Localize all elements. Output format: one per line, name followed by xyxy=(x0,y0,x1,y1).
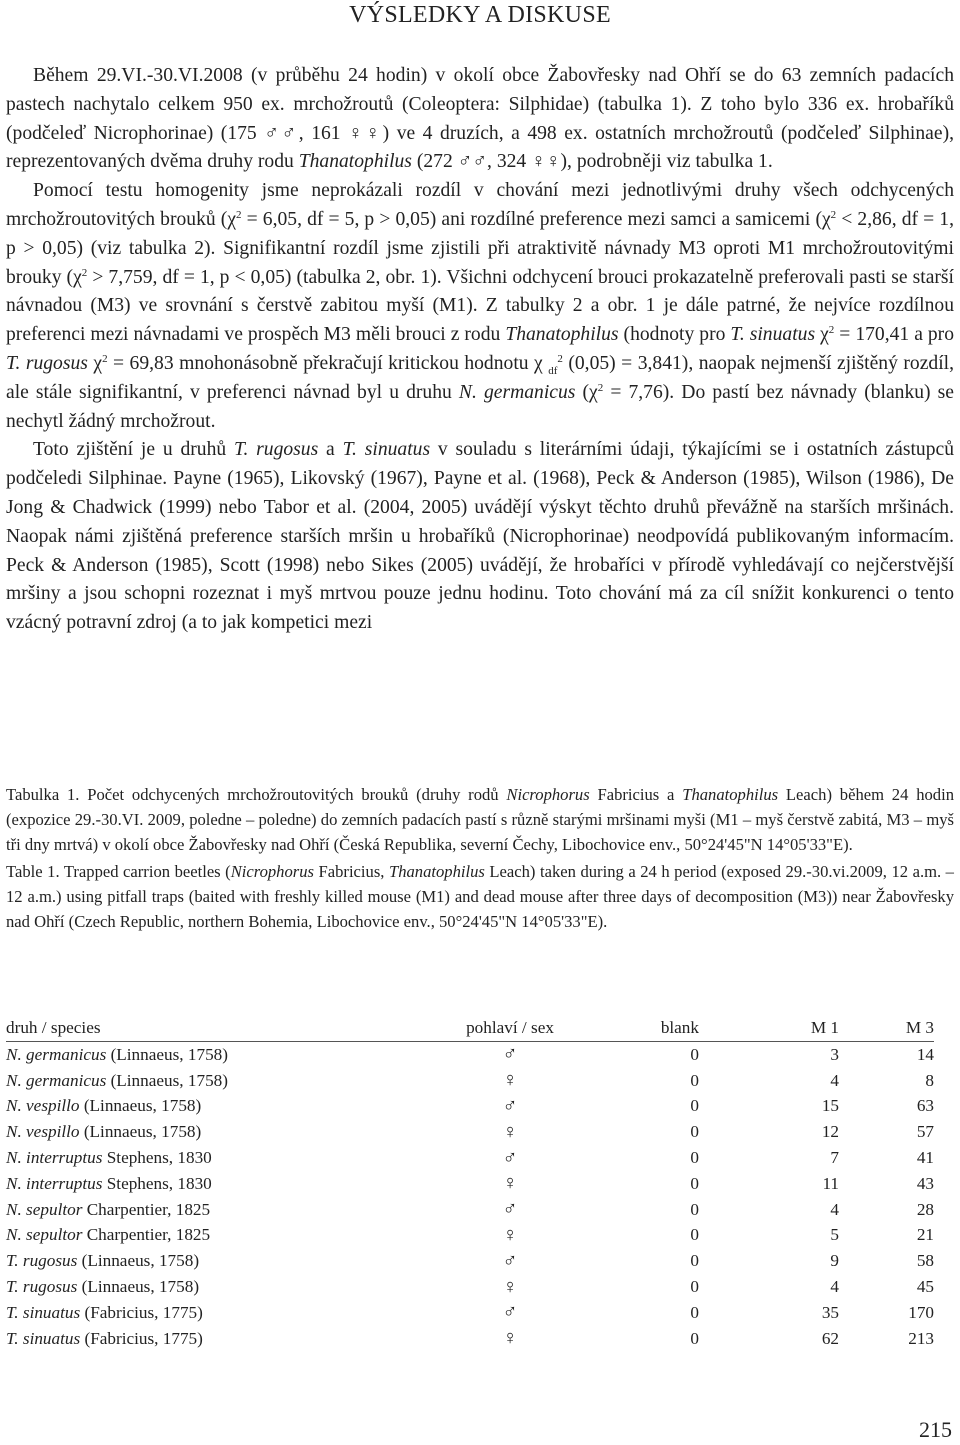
species-table xyxy=(6,1015,934,1352)
paragraph-1 xyxy=(6,62,954,177)
caption-cz-genus-2: Thanatophilus xyxy=(682,785,779,804)
header-species: druh / species xyxy=(6,1018,101,1037)
p1-text-b: (272 ♂♂, 324 ♀♀), podrobněji viz tabulka 1. xyxy=(411,151,773,173)
sex-cell: ♀ xyxy=(502,1120,518,1143)
p2-text-b: = 6,05, df = 5, p > 0,05) ani rozdílné preference mezi samci a samicemi (χ xyxy=(241,208,831,230)
m1-cell: 4 xyxy=(830,1199,839,1219)
p1-genus: Thanatophilus xyxy=(298,151,412,173)
sex-cell: ♀ xyxy=(502,1069,518,1092)
species-name: N. sepultor xyxy=(6,1199,83,1219)
p2-text-k: (χ xyxy=(575,381,598,403)
caption-cz-c: Leach) během 24 hodin (expozice 29.-30.VI. 2009, poledne – poledne) do zemních padacích pastí s různě starými mršinami myši (M1 – myš čerstvě zabitá, M3 – myš tři dny mrtvá) v okolí obce Žabovřesky nad Ohří (Česká Republika, severní Čechy, Libochovice env., 50°24'45"N 14°05'33"E). xyxy=(6,785,954,854)
species-author: (Linnaeus, 1758) xyxy=(106,1070,228,1090)
m3-cell: 43 xyxy=(916,1173,934,1193)
species-author: Charpentier, 1825 xyxy=(82,1225,211,1245)
table-row xyxy=(6,1042,934,1068)
m1-cell: 11 xyxy=(822,1173,839,1193)
blank-cell: 0 xyxy=(690,1251,699,1271)
p2-species-3: N. germanicus xyxy=(458,381,576,403)
p2-text-i: = 69,83 mnohonásobně překračují kritickou hodnotu χ xyxy=(107,352,549,374)
species-name: N. vespillo xyxy=(6,1122,80,1142)
species-cell xyxy=(6,1145,441,1171)
p2-text-g: = 170,41 a pro xyxy=(834,324,955,346)
species-name: N. interruptus xyxy=(6,1148,103,1168)
m1-cell: 4 xyxy=(830,1277,839,1297)
species-author: (Linnaeus, 1758) xyxy=(106,1044,228,1064)
p2-text-c: < 2,86, df = 1, p > 0,05) (viz tabulka 2). Signifikantní rozdíl jsme zjistili při atraktivitě návnady M3 oproti M1 mrchožroutovitými brouky (χ xyxy=(6,208,954,288)
species-cell xyxy=(6,1171,441,1197)
p2-text-j: (0,05) = 3,841), naopak nejmenší zjištěný rozdíl, ale stále signifikantní, v preferenci návnad byl u druhu xyxy=(6,352,954,403)
caption-cz-genus-1: Nicrophorus xyxy=(506,785,590,804)
species-author: (Linnaeus, 1758) xyxy=(77,1277,200,1297)
species-name: N. vespillo xyxy=(6,1096,80,1116)
sex-cell: ♀ xyxy=(502,1327,518,1350)
blank-cell: 0 xyxy=(690,1199,699,1219)
species-name: N. germanicus xyxy=(6,1044,107,1064)
p2-species-2: T. rugosus xyxy=(6,352,88,374)
species-author: Stephens, 1830 xyxy=(102,1148,212,1168)
species-name: N. germanicus xyxy=(6,1070,107,1090)
table-body xyxy=(6,1042,934,1352)
blank-cell: 0 xyxy=(690,1148,699,1168)
species-cell xyxy=(6,1119,441,1145)
m1-cell: 35 xyxy=(821,1302,839,1322)
species-cell xyxy=(6,1223,441,1249)
m1-cell: 5 xyxy=(830,1225,839,1245)
species-cell xyxy=(6,1094,441,1120)
species-name: T. sinuatus xyxy=(6,1328,81,1348)
header-m1: M 1 xyxy=(810,1018,839,1037)
table-header-row xyxy=(6,1015,934,1042)
p2-text-d: > 7,759, df = 1, p < 0,05) (tabulka 2, obr. 1). Všichni odchycení brouci prokazatelně preferovali pasti se starší návnadou (M3) ve srovnání s čerstvě zabitou myší (M1). Z tabulky 2 a obr. 1 je dále patrné, že nejvíce rozdílnou preferenci mezi návnadami ve prospěch M3 měli brouci z rodu xyxy=(6,266,954,346)
species-author: (Fabricius, 1775) xyxy=(80,1328,203,1348)
table-caption xyxy=(6,783,954,938)
species-cell xyxy=(6,1068,441,1094)
blank-cell: 0 xyxy=(690,1328,699,1348)
m1-cell: 9 xyxy=(830,1251,839,1271)
species-name: T. rugosus xyxy=(6,1251,78,1271)
df-sub: df xyxy=(548,364,558,377)
table-row xyxy=(6,1094,934,1120)
m3-cell: 14 xyxy=(916,1044,934,1064)
table-row xyxy=(6,1326,934,1352)
p3-text-b: a xyxy=(318,439,343,461)
p3-text-c: v souladu s literárními údaji, týkajícími se i ostatních zástupců podčeledi Silphinae. Payne (1965), Likovský (1967), Payne et al. (1968), Peck & Anderson (1985), Wilson (1986), De Jong & Chadwick (1999) nebo Tabor et al. (2004, 2005) uvádějí výskyt těchto druhů převážně na starších mršinách. Naopak námi zjištěná preference starších mršin u hrobaříků (Nicrophorinae) neodpovídá publikovaným informacím. Peck & Anderson (1985), Scott (1998) nebo Sikes (2005) uvádějí, že hrobaříci v přírodě vyhledávají co nejčerstvější mršiny a jsou schopni rozeznat i myš mrtvou pouze jednu hodinu. Toto chování má za cíl snížit konkurenci o tento vzácný potravní zdroj (a to jak kompetici mezi xyxy=(6,439,954,634)
page-number: 215 xyxy=(919,1417,952,1442)
paragraph-3 xyxy=(6,436,954,638)
table-row xyxy=(6,1068,934,1094)
blank-cell: 0 xyxy=(690,1302,699,1322)
sex-cell: ♂ xyxy=(502,1094,518,1117)
sex-cell: ♀ xyxy=(502,1275,518,1298)
species-cell xyxy=(6,1197,441,1223)
table-row xyxy=(6,1248,934,1274)
chi-sup: 2 xyxy=(236,208,242,221)
table-row xyxy=(6,1119,934,1145)
p3-text-a: Toto zjištění je u druhů xyxy=(33,439,234,461)
m3-cell: 41 xyxy=(916,1148,934,1168)
species-author: Charpentier, 1825 xyxy=(82,1199,211,1219)
section-heading: VÝSLEDKY A DISKUSE xyxy=(349,2,611,28)
m3-cell: 58 xyxy=(916,1251,934,1271)
m3-cell: 21 xyxy=(916,1225,934,1245)
p3-species-2: T. sinuatus xyxy=(342,439,431,461)
table-row xyxy=(6,1223,934,1249)
species-name: T. sinuatus xyxy=(6,1302,81,1322)
p2-text-f: χ xyxy=(815,324,829,346)
sex-cell: ♂ xyxy=(502,1249,518,1272)
blank-cell: 0 xyxy=(690,1044,699,1064)
table-row xyxy=(6,1300,934,1326)
m3-cell: 28 xyxy=(916,1199,934,1219)
species-author: (Linnaeus, 1758) xyxy=(77,1251,200,1271)
species-author: (Linnaeus, 1758) xyxy=(79,1096,202,1116)
m1-cell: 7 xyxy=(830,1148,839,1168)
species-cell xyxy=(6,1248,441,1274)
caption-cz-b: Fabricius a xyxy=(589,785,683,804)
p2-genus: Thanatophilus xyxy=(505,324,619,346)
caption-en-genus-2: Thanatophilus xyxy=(388,862,485,882)
p3-species-1: T. rugosus xyxy=(234,439,319,461)
blank-cell: 0 xyxy=(690,1096,699,1116)
table-row xyxy=(6,1171,934,1197)
header-m3: M 3 xyxy=(905,1018,934,1037)
caption-cz-a: Tabulka 1. Počet odchycených mrchožroutovitých brouků (druhy rodů xyxy=(6,785,507,804)
species-name: N. sepultor xyxy=(6,1225,83,1245)
blank-cell: 0 xyxy=(690,1173,699,1193)
table-row xyxy=(6,1197,934,1223)
chi-sup: 2 xyxy=(828,324,835,337)
m1-cell: 62 xyxy=(821,1328,839,1348)
species-cell xyxy=(6,1042,441,1068)
species-name: N. interruptus xyxy=(6,1173,103,1193)
m1-cell: 12 xyxy=(821,1122,839,1142)
species-cell xyxy=(6,1300,441,1326)
chi-sup: 2 xyxy=(81,266,88,279)
chi-sup: 2 xyxy=(557,352,563,365)
caption-en-genus-1: Nicrophorus xyxy=(230,862,314,882)
caption-en-c: Leach) taken during a 24 h period (exposed 29.-30.vi.2009, 12 a.m. – 12 a.m.) using pitfall traps (baited with freshly killed mouse (M1) and dead mouse after three days of decomposition (M3)) near Žabovřesky nad Ohří (Czech Republic, northern Bohemia, Libochovice env., 50°24'45"N 14°05'33"E). xyxy=(6,862,954,931)
blank-cell: 0 xyxy=(690,1122,699,1142)
species-author: (Linnaeus, 1758) xyxy=(79,1122,202,1142)
m3-cell: 170 xyxy=(908,1302,934,1322)
species-author: (Fabricius, 1775) xyxy=(80,1302,203,1322)
chi-sup: 2 xyxy=(597,381,604,394)
chi-sup: 2 xyxy=(830,208,837,221)
m1-cell: 3 xyxy=(830,1044,839,1064)
caption-en-b: Fabricius, xyxy=(314,862,389,882)
m3-cell: 45 xyxy=(916,1277,934,1297)
table-row xyxy=(6,1145,934,1171)
table-row xyxy=(6,1274,934,1300)
p2-text-l: = 7,76). Do pastí bez návnady (blanku) se nechytl žádný mrchožrout. xyxy=(6,381,955,432)
species-author: Stephens, 1830 xyxy=(102,1173,212,1193)
m1-cell: 15 xyxy=(821,1096,839,1116)
m1-cell: 4 xyxy=(830,1070,839,1090)
p1-text-a: Během 29.VI.-30.VI.2008 (v průběhu 24 hodin) v okolí obce Žabovřesky nad Ohří se do 63 zemních padacích pastech nachytalo celkem 950 ex. mrchožroutů (Coleoptera: Silphidae) (tabulka 1). Z toho bylo 336 ex. hrobaříků (podčeleď Nicrophorinae) (175 ♂♂, 161 ♀♀) ve 4 druzích, a 498 ex. ostatních mrchožroutů (podčeleď Silphinae), reprezentovaných dvěma druhy rodu xyxy=(6,65,954,173)
header-sex: pohlaví / sex xyxy=(466,1018,554,1037)
blank-cell: 0 xyxy=(690,1225,699,1245)
p2-text-e: (hodnoty pro xyxy=(618,324,731,346)
header-blank: blank xyxy=(660,1018,699,1037)
sex-cell: ♂ xyxy=(502,1146,518,1169)
species-cell xyxy=(6,1326,441,1352)
sex-cell: ♂ xyxy=(502,1301,518,1324)
caption-czech xyxy=(6,783,954,857)
caption-en-a: Table 1. Trapped carrion beetles ( xyxy=(6,862,231,882)
p2-text-h: χ xyxy=(87,352,103,374)
m3-cell: 57 xyxy=(916,1122,934,1142)
species-name: T. rugosus xyxy=(6,1277,78,1297)
sex-cell: ♂ xyxy=(502,1198,518,1221)
m3-cell: 8 xyxy=(925,1070,934,1090)
m3-cell: 63 xyxy=(916,1096,934,1116)
blank-cell: 0 xyxy=(690,1070,699,1090)
p2-text-a: Pomocí testu homogenity jsme neprokázali rozdíl v chování mezi jednotlivými druhy všech odchycených mrchožroutovitých brouků (χ xyxy=(6,180,954,230)
sex-cell: ♂ xyxy=(502,1043,518,1066)
p2-species-1: T. sinuatus xyxy=(730,324,816,346)
body-text xyxy=(6,62,954,638)
chi-sup: 2 xyxy=(102,352,108,365)
blank-cell: 0 xyxy=(690,1277,699,1297)
species-cell xyxy=(6,1274,441,1300)
paragraph-2 xyxy=(6,177,954,436)
m3-cell: 213 xyxy=(908,1328,934,1348)
sex-cell: ♀ xyxy=(502,1223,518,1246)
sex-cell: ♀ xyxy=(502,1172,518,1195)
caption-english xyxy=(6,860,954,934)
